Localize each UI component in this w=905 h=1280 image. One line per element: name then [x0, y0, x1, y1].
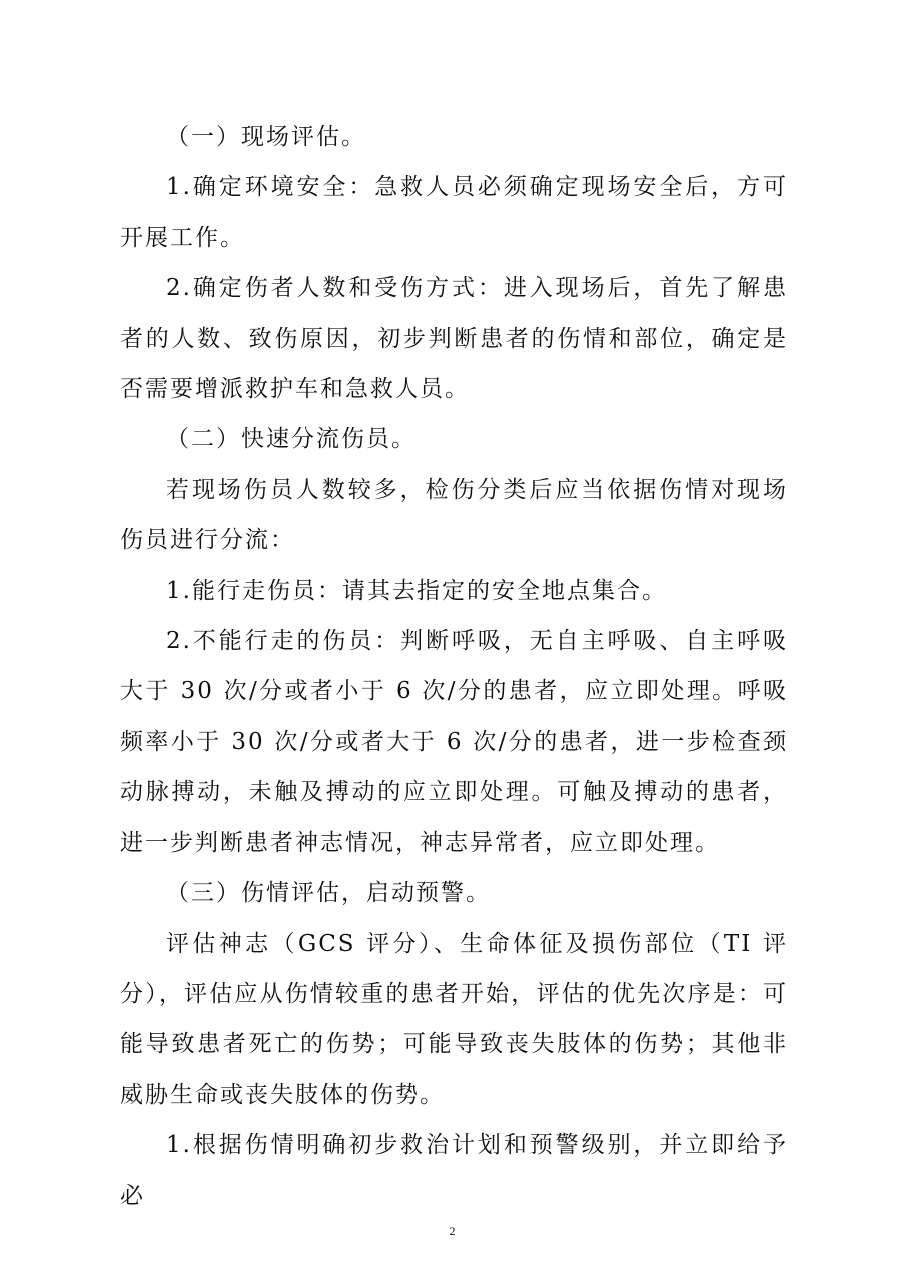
section-heading-3: （三）伤情评估，启动预警。 [166, 880, 491, 907]
section-heading-1: （一）现场评估。 [166, 124, 366, 150]
section-heading-2: （二）快速分流伤员。 [166, 426, 416, 453]
paragraph: 1.能行走伤员：请其去指定的安全地点集合。 [166, 577, 667, 604]
paragraph: 1.确定环境安全：急救人员必须确定现场安全后，方可开展工作。 [120, 174, 788, 251]
paragraph: 1.根据伤情明确初步救治计划和预警级别，并立即给予必 [120, 1132, 788, 1209]
paragraph: 2.不能行走的伤员：判断呼吸，无自主呼吸、自主呼吸大于 30 次/分或者小于 6 次/分的患者，应立即处理。呼吸频率小于 30 次/分或者大于 6 次/分的患者，进一步检查颈动脉搏动，未触及搏动的应立即处理。可触及搏动的患者，进一步判断患者神志情况，神志异常者，应立即处理。 [120, 628, 788, 856]
paragraph: 若现场伤员人数较多，检伤分类后应当依据伤情对现场伤员进行分流： [120, 476, 788, 554]
page-number: 2 [449, 1224, 456, 1238]
paragraph: 评估神志（GCS 评分）、生命体征及损伤部位（TI 评分），评估应从伤情较重的患者开始，评估的优先次序是：可能导致患者死亡的伤势；可能导致丧失肢体的伤势；其他非威胁生命或丧失肢体的伤势。 [120, 930, 788, 1108]
document-body [120, 112, 788, 1221]
paragraph: 2.确定伤者人数和受伤方式：进入现场后，首先了解患者的人数、致伤原因，初步判断患者的伤情和部位，确定是否需要增派救护车和急救人员。 [120, 275, 788, 403]
